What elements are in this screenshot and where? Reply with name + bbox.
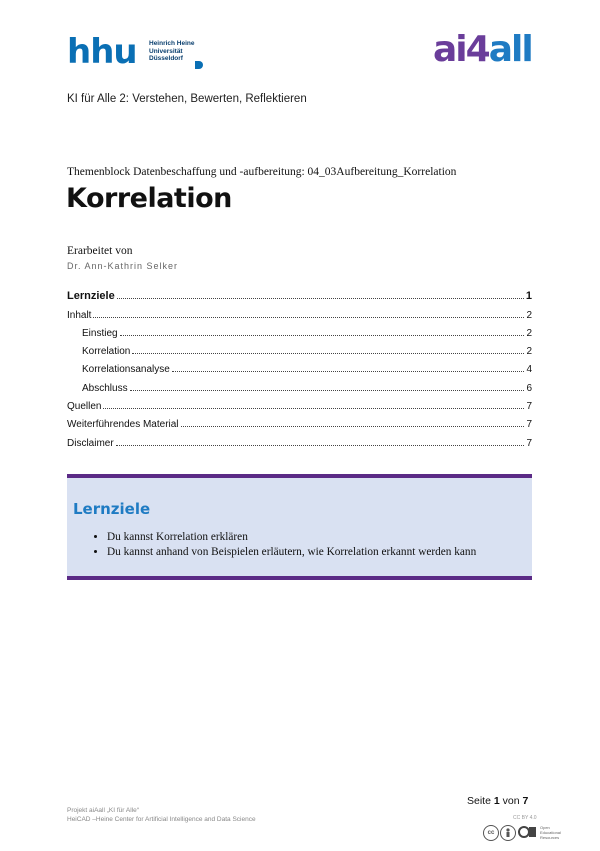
oer-logo-icon: [518, 824, 538, 840]
by-icon: [500, 825, 516, 841]
learning-goals-list: [89, 530, 476, 560]
toc-entry-page: 2: [526, 327, 532, 339]
ai4all-wordmark: [433, 30, 532, 70]
toc-entry-page: 7: [526, 419, 532, 431]
toc-leader-dots: [116, 445, 525, 446]
footer-project-line: Projekt aiAall „KI für Alle“: [67, 807, 139, 814]
toc-entry-label: Korrelation: [82, 346, 131, 358]
license-label: CC BY 4.0: [513, 815, 537, 821]
toc-leader-dots: [181, 426, 525, 427]
toc-leader-dots: [132, 353, 524, 354]
toc-entry-page: 7: [526, 401, 532, 413]
toc-leader-dots: [120, 335, 525, 336]
toc-entry-label: Korrelationsanalyse: [82, 364, 170, 376]
page-prefix: Seite: [467, 795, 494, 807]
hhu-logo: [67, 33, 217, 71]
ai4all-logo: [433, 30, 545, 72]
toc-leader-dots: [103, 408, 524, 409]
hhu-logo-mark-icon: [195, 61, 203, 69]
toc-entry-page: 6: [526, 382, 532, 394]
hhu-subtitle-line: Heinrich Heine: [149, 40, 195, 47]
toc-entry-label: Lernziele: [67, 290, 115, 303]
toc-entry-label: Einstieg: [82, 327, 118, 339]
page-current: 1: [493, 795, 500, 807]
toc-entry[interactable]: [67, 284, 532, 302]
page-title: Korrelation: [66, 183, 232, 214]
toc-leader-dots: [93, 317, 524, 318]
toc-entry[interactable]: [67, 375, 532, 393]
learning-goals-box: [67, 474, 532, 580]
course-title: KI für Alle 2: Verstehen, Bewerten, Reflektieren: [67, 93, 307, 105]
prepared-by-label: Erarbeitet von: [67, 245, 133, 257]
toc-entry-page: 2: [526, 346, 532, 358]
toc-entry-label: Disclaimer: [67, 437, 114, 449]
toc-leader-dots: [117, 298, 524, 299]
cc-icon: cc: [483, 825, 499, 841]
page-separator: von: [499, 795, 523, 807]
toc-entry-page: 4: [526, 364, 532, 376]
toc-entry-page: 1: [525, 290, 532, 303]
learning-goals-title: Lernziele: [73, 500, 151, 518]
footer-project-info: [67, 806, 256, 824]
learning-goal-item: • Du kannst anhand von Beispielen erläutern, wie Korrelation erkannt werden kann: [107, 545, 476, 560]
toc-entry[interactable]: [67, 321, 532, 339]
toc-entry[interactable]: [67, 394, 532, 412]
toc-entry[interactable]: [67, 357, 532, 375]
toc-leader-dots: [130, 390, 525, 391]
ai4all-part-ai: ai: [433, 29, 466, 70]
hhu-subtitle: [149, 40, 195, 63]
toc-entry[interactable]: [67, 339, 532, 357]
hhu-wordmark: hhu: [67, 32, 137, 72]
toc-entry-label: Quellen: [67, 401, 102, 413]
page-total: 7: [522, 795, 529, 807]
toc-entry-page: 7: [526, 437, 532, 449]
oer-label: Open Educational Resources: [540, 825, 561, 840]
license-badges: [480, 813, 561, 843]
hhu-subtitle-line: Universität: [149, 47, 183, 55]
ai4all-part-all: all: [488, 29, 532, 70]
author-name: Dr. Ann-Kathrin Selker: [67, 261, 179, 271]
toc-entry[interactable]: [67, 412, 532, 430]
hhu-subtitle-line: Düsseldorf: [149, 55, 183, 62]
toc-entry-label: Abschluss: [82, 382, 128, 394]
toc-entry-label: Weiterführendes Material: [67, 419, 179, 431]
page-number: [467, 795, 528, 807]
toc-entry-label: Inhalt: [67, 309, 92, 321]
themenblock-line: Themenblock Datenbeschaffung und -aufbereitung: 04_03Aufbereitung_Korrelation: [67, 166, 457, 178]
toc-leader-dots: [172, 371, 525, 372]
toc-entry[interactable]: [67, 302, 532, 320]
toc-entry[interactable]: [67, 430, 532, 448]
toc-entry-page: 2: [526, 309, 532, 321]
ai4all-part-4: 4: [465, 29, 489, 70]
table-of-contents: [67, 284, 532, 449]
learning-goal-item: • Du kannst Korrelation erklären: [107, 530, 476, 545]
footer-project-line: HeiCAD –Heine Center for Artificial Intelligence and Data Science: [67, 816, 256, 823]
